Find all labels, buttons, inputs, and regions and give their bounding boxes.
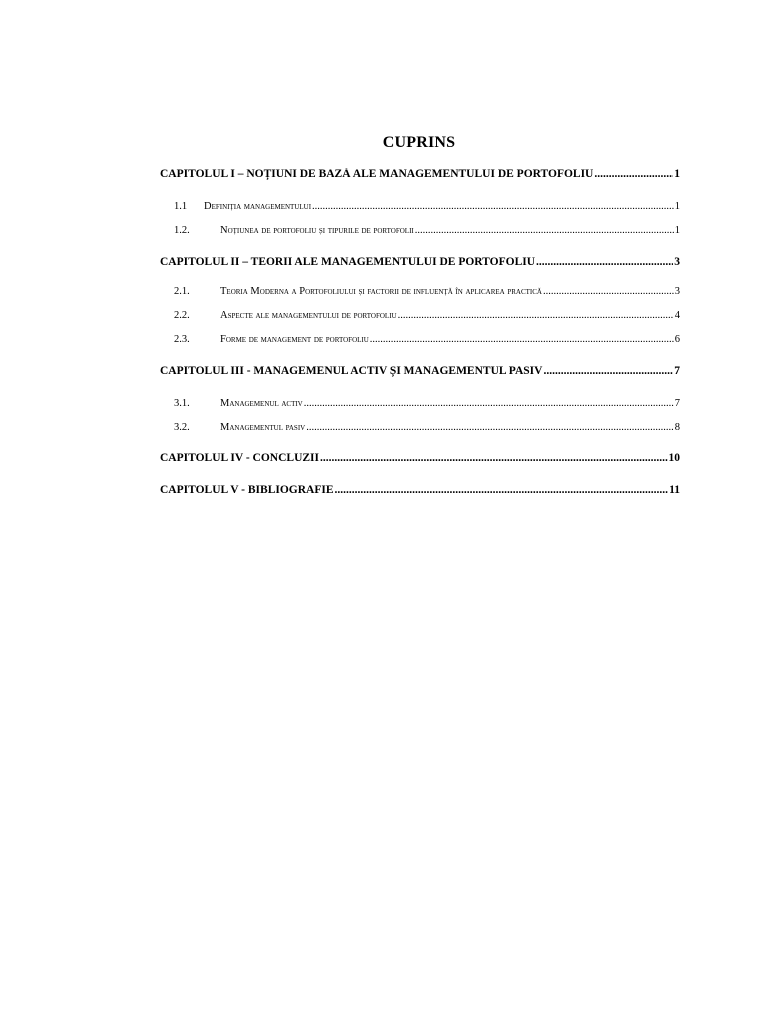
toc-section-number: 2.3. (174, 334, 190, 345)
toc-entry-title: Managemenul activ (220, 398, 303, 409)
toc-entry-title: Noțiunea de portofoliu și tipurile de portofolii (220, 225, 414, 236)
toc-section-2-1[interactable] (160, 286, 680, 297)
dot-leader (306, 422, 674, 433)
toc-section-number: 2.1. (174, 286, 190, 297)
toc-entry-title: CAPITOLUL V - BIBLIOGRAFIE (160, 484, 334, 496)
toc-entry-title: Aspecte ale managementului de portofoliu (220, 310, 397, 321)
toc-page-number: 1 (674, 225, 680, 236)
toc-page-number: 4 (674, 310, 680, 321)
toc-section-2-2[interactable] (160, 310, 680, 321)
dot-leader (398, 310, 674, 321)
toc-heading: CUPRINS (382, 134, 456, 151)
dot-leader (312, 201, 674, 212)
toc-chapter-1[interactable] (160, 168, 680, 180)
toc-entry-title: Teoria Moderna a Portofoliului și factorii de influență în aplicarea practică (220, 286, 542, 297)
toc-page-number: 1 (674, 168, 680, 180)
toc-section-3-2[interactable] (160, 422, 680, 433)
toc-page-number: 3 (674, 256, 680, 268)
toc-section-number: 1.2. (174, 225, 190, 236)
dot-leader (370, 334, 674, 345)
toc-entry-title: Forme de management de portofoliu (220, 334, 369, 345)
dot-leader (594, 168, 673, 180)
toc-chapter-5[interactable] (160, 484, 680, 496)
toc-entry-title: CAPITOLUL I – NOȚIUNI DE BAZĂ ALE MANAGEMENTULUI DE PORTOFOLIU (160, 168, 594, 180)
toc-chapter-2[interactable] (160, 256, 680, 268)
toc-page-number: 7 (674, 365, 680, 377)
dot-leader (543, 286, 674, 297)
toc-chapter-3[interactable] (160, 365, 680, 377)
toc-section-1-1[interactable] (160, 201, 680, 212)
toc-page-number: 3 (674, 286, 680, 297)
toc-page-number: 6 (674, 334, 680, 345)
toc-page-number: 7 (674, 398, 680, 409)
dot-leader (320, 452, 667, 464)
dot-leader (415, 225, 674, 236)
toc-entry-title: Managementul pasiv (220, 422, 306, 433)
toc-section-number: 2.2. (174, 310, 190, 321)
dot-leader (543, 365, 673, 377)
toc-entry-title: CAPITOLUL II – TEORII ALE MANAGEMENTULUI DE PORTOFOLIU (160, 256, 536, 268)
toc-section-3-1[interactable] (160, 398, 680, 409)
toc-entry-title: CAPITOLUL IV - CONCLUZII (160, 452, 320, 464)
toc-section-number: 3.1. (174, 398, 190, 409)
dot-leader (335, 484, 669, 496)
dot-leader (304, 398, 674, 409)
dot-leader (536, 256, 673, 268)
toc-page-number: 1 (674, 201, 680, 212)
toc-chapter-4[interactable] (160, 452, 680, 464)
toc-section-1-2[interactable] (160, 225, 680, 236)
toc-section-2-3[interactable] (160, 334, 680, 345)
toc-section-number: 1.1 (174, 201, 188, 212)
toc-entry-title: Definiția managementului (204, 201, 312, 212)
toc-entry-title: CAPITOLUL III - MANAGEMENUL ACTIV ȘI MANAGEMENTUL PASIV (160, 365, 543, 377)
toc-page-number: 10 (668, 452, 680, 464)
toc-page-number: 11 (669, 484, 680, 496)
toc-section-number: 3.2. (174, 422, 190, 433)
toc-page-number: 8 (674, 422, 680, 433)
